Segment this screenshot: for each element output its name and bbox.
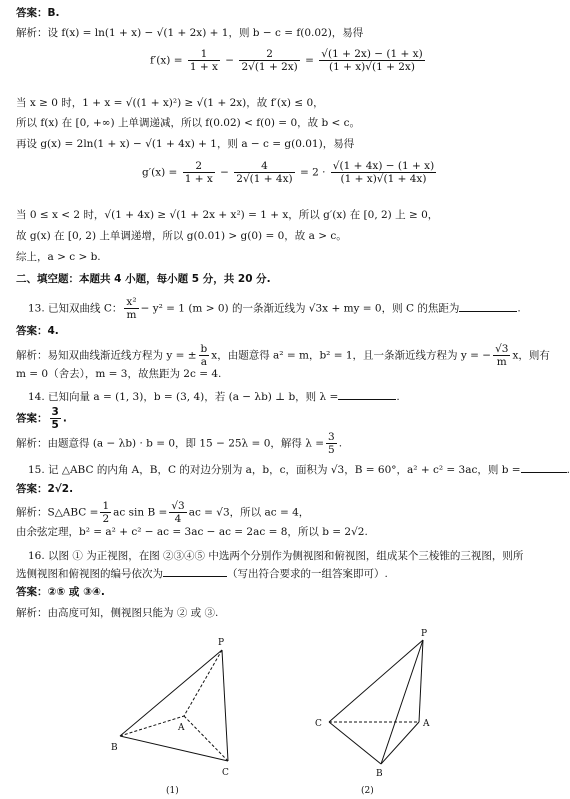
q16-question-line-1: 16. 以图 ① 为正视图，在图 ②③④⑤ 中选两个分别作为侧视图和俯视图，组成某个三棱锥的三视图，则所 [28,550,524,562]
q13-question: 13. 已知双曲线 C： $\frac{\text{x²}}{m}$ − y² = 1 (m > 0) 的一条渐近线为 √3x + my = 0，则 C 的焦距为 . [28,296,521,321]
q15-answer: 答案：2√2. [16,483,74,495]
q16-answer: 答案：②⑤ 或 ③④. [16,586,105,598]
q14-question: 14. 已知向量 a = (1, 3)，b = (3, 4)，若 (a − λb) ⊥ b，则 λ = . [28,391,400,403]
q14-answer-blank[interactable] [338,389,396,400]
fig1-label-C: C [222,768,229,778]
q12-g-derivative-formula: g′(x) = $\frac{2}{1 + x}$ − $\frac{4}{2√(1 + 4x)}$ = 2 · $\frac{√(1 + 4x) - (1 + x)}{(1 + x)√(1 + 4x)}$ [142,160,435,185]
q12-solution-line-4: 再设 g(x) = 2ln(1 + x) − √(1 + 4x) + 1，则 a − c = g(0.01)，易得 [16,138,355,150]
q16-answer-blank[interactable] [163,566,227,577]
q12-solution-line-3: 所以 f(x) 在 [0, +∞) 上单调递减，所以 f(0.02) < f(0) = 0，故 b < c。 [16,117,361,129]
fig2-label-B: B [376,769,383,779]
q15-answer-blank[interactable] [521,462,567,473]
q12-f-term-3: $\frac{√(1 + 2x) - (1 + x)}{(1 + x)√(1 + 2x)}$ [321,48,423,73]
fig2-caption: (2) [361,786,374,796]
q14-solution: 解析：由题意得 (a − λb) · b = 0，即 15 − 25λ = 0，解得 λ = $\frac{3}{5}$ . [16,431,343,456]
fig1-label-P: P [218,638,225,648]
fig1-caption: (1) [166,786,179,796]
figure-1-tetrahedron [110,630,280,798]
q15-solution-line-2: 由余弦定理，b² = a² + c² − ac = 3ac − ac = 2ac = 8，所以 b = 2√2. [16,526,368,538]
q13-answer-blank[interactable] [459,301,517,312]
q16-solution: 解析：由高度可知，侧视图只能为 ② 或 ③. [16,607,219,619]
q12-g-term-2: $\frac{4}{2√(1 + 4x)}$ [236,160,293,185]
q12-solution-line-1: 解析：设 f(x) = ln(1 + x) − √(1 + 2x) + 1，则 b − c = f(0.02)，易得 [16,27,364,39]
q12-solution-line-6: 故 g(x) 在 [0, 2) 上单调递增，所以 g(0.01) > g(0) = 0，故 a > c。 [16,230,347,242]
q12-solution-line-7: 综上，a > c > b. [16,251,101,263]
q15-question: 15. 记 △ABC 的内角 A，B，C 的对边分别为 a，b，c，面积为 √3，B = 60°，a² + c² = 3ac，则 b = . [28,464,570,476]
q12-f-term-1: $\frac{1}{1 + x}$ [189,48,218,73]
fig1-edge-PB [120,650,222,736]
fig1-label-A: A [178,723,185,733]
fig2-edge-CB [329,722,381,764]
q13-fraction: $\frac{\text{x²}}{m}$ [126,296,137,321]
fig1-edge-BC [120,736,228,761]
q13-answer: 答案：4. [16,325,59,337]
fig1-edge-AC [184,716,228,761]
q12-solution-line-2: 当 x ≥ 0 时，1 + x = √((1 + x)²) ≥ √(1 + 2x)，故 f′(x) ≤ 0， [16,97,324,109]
fig2-label-P: P [421,629,428,639]
q12-answer: 答案：B. [16,7,60,19]
section-2-heading: 二、填空题：本题共 4 小题，每小题 5 分，共 20 分. [16,273,271,285]
q13-solution-line-2: m = 0（舍去），m = 3，故焦距为 2c = 4. [16,368,222,380]
fig2-label-C: C [315,719,322,729]
q16-question-line-2: 选侧视图和俯视图的编号依次为 （写出符合要求的一组答案即可）. [16,568,388,580]
fig2-edge-PA [419,640,423,722]
fig1-edge-PA [184,650,222,716]
fig1-label-B: B [111,743,118,753]
fig1-edge-AB [120,716,184,736]
q15-solution-line-1: 解析：S△ABC = $\frac{1}{2}$ ac sin B = $\frac{√3}{4}$ ac = √3，所以 ac = 4， [16,500,310,525]
q12-f-lhs: f′(x) = [150,54,183,67]
q14-answer: 答案： $\frac{3}{5}$ . [16,406,67,431]
fig2-edge-AB [381,722,419,764]
q12-derivative-formula: f′(x) = $\frac{1}{1 + x}$ − $\frac{2}{2√(1 + 2x)}$ = $\frac{√(1 + 2x) - (1 + x)}{(1 + x)√(1 + 2x)}$ [150,48,423,73]
q12-solution-line-5: 当 0 ≤ x < 2 时，√(1 + 4x) ≥ √(1 + 2x + x²) = 1 + x，所以 g′(x) 在 [0, 2) 上 ≥ 0， [16,209,439,221]
q12-g-term-3: $\frac{√(1 + 4x) - (1 + x)}{(1 + x)√(1 + 4x)}$ [332,160,435,185]
fig2-label-A: A [423,719,430,729]
fig1-edge-PC [222,650,228,761]
q13-solution-line-1: 解析：易知双曲线渐近线方程为 y = ± $\frac{b}{a}$ x，由题意得 a² = m，b² = 1，且一条渐近线方程为 y = − $\frac{√3}{m}$ x，则有 [16,343,550,368]
q12-g-term-1: $\frac{2}{1 + x}$ [184,160,213,185]
q12-f-term-2: $\frac{2}{2√(1 + 2x)}$ [241,48,298,73]
figure-2-tetrahedron [305,622,455,798]
